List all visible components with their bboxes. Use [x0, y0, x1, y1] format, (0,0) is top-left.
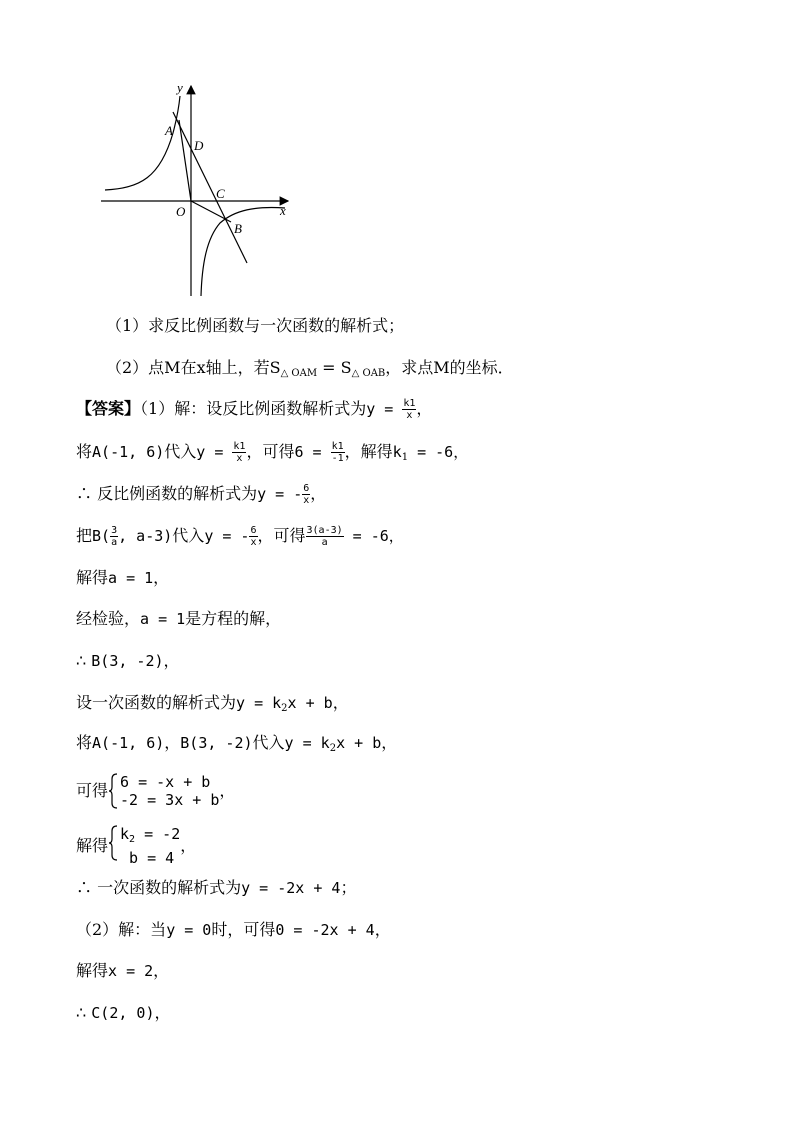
hyperbola-upper-left — [105, 96, 180, 190]
label-o: O — [176, 204, 186, 219]
answer-line-13: （2）解：当y = 0时，可得0 = -2x + 4， — [76, 920, 391, 939]
answer-line-1: 【答案】（1）解：设反比例函数解析式为y = $\frac{k1}{x}$ ， — [76, 398, 433, 421]
question-1: （1）求反比例函数与一次函数的解析式； — [106, 316, 405, 335]
answer-line-15: ∴ C(2, 0)， — [76, 1003, 171, 1022]
answer-line-9: 将A(-1, 6)，B(3, -2)代入$y = k_2x + b$， — [76, 733, 398, 754]
label-b: B — [234, 221, 242, 236]
label-c: C — [216, 186, 225, 201]
answer-line-4: 把B( $\frac{3}{a}$ , a-3)代入y = - $\frac{6}{x}$ ，可得 $\frac{3(a-3)}{a}$ = -6， — [76, 525, 404, 548]
segment-ob — [191, 201, 231, 222]
answer-line-11: 解得 $k_2 = -2$ b = 4 ， — [76, 825, 197, 867]
answer-line-12: ∴ 一次函数的解析式为y = -2x + 4； — [76, 878, 357, 897]
question-2: （2）点M在x轴上，若$S_{\triangle OAM} = S_{\triangle OAB}$，求点M的坐标． — [106, 358, 514, 379]
answer-line-5: 解得a = 1， — [76, 568, 170, 587]
answer-line-3: ∴ 反比例函数的解析式为y = - $\frac{6}{x}$ ， — [76, 483, 327, 506]
label-a: A — [165, 123, 173, 138]
answer-line-7: ∴ B(3, -2)， — [76, 651, 180, 670]
answer-line-10: 可得 6 = -x + b -2 = 3x + b ， — [76, 773, 236, 809]
answer-line-14: 解得x = 2， — [76, 961, 170, 980]
answer-line-8: 设一次函数的解析式为$y = k_2x + b$， — [76, 693, 349, 714]
solution-system: $k_2 = -2$ b = 4 — [108, 825, 180, 867]
answer-line-2: 将A(-1, 6)代入y = $\frac{k1}{x}$ ，可得6 = $\frac{k1}{-1}$ ，解得$k_1 = -6$， — [76, 441, 469, 464]
label-x: x — [280, 203, 286, 218]
hyperbola-lower-right — [201, 208, 285, 296]
segment-oa — [179, 120, 191, 201]
equation-system: 6 = -x + b -2 = 3x + b — [108, 773, 219, 809]
function-graph-figure — [95, 78, 325, 298]
answer-line-6: 经检验，a = 1是方程的解， — [76, 609, 282, 628]
label-d: D — [194, 138, 204, 153]
label-y: y — [177, 80, 183, 95]
answer-label: 【答案】 — [76, 399, 141, 418]
